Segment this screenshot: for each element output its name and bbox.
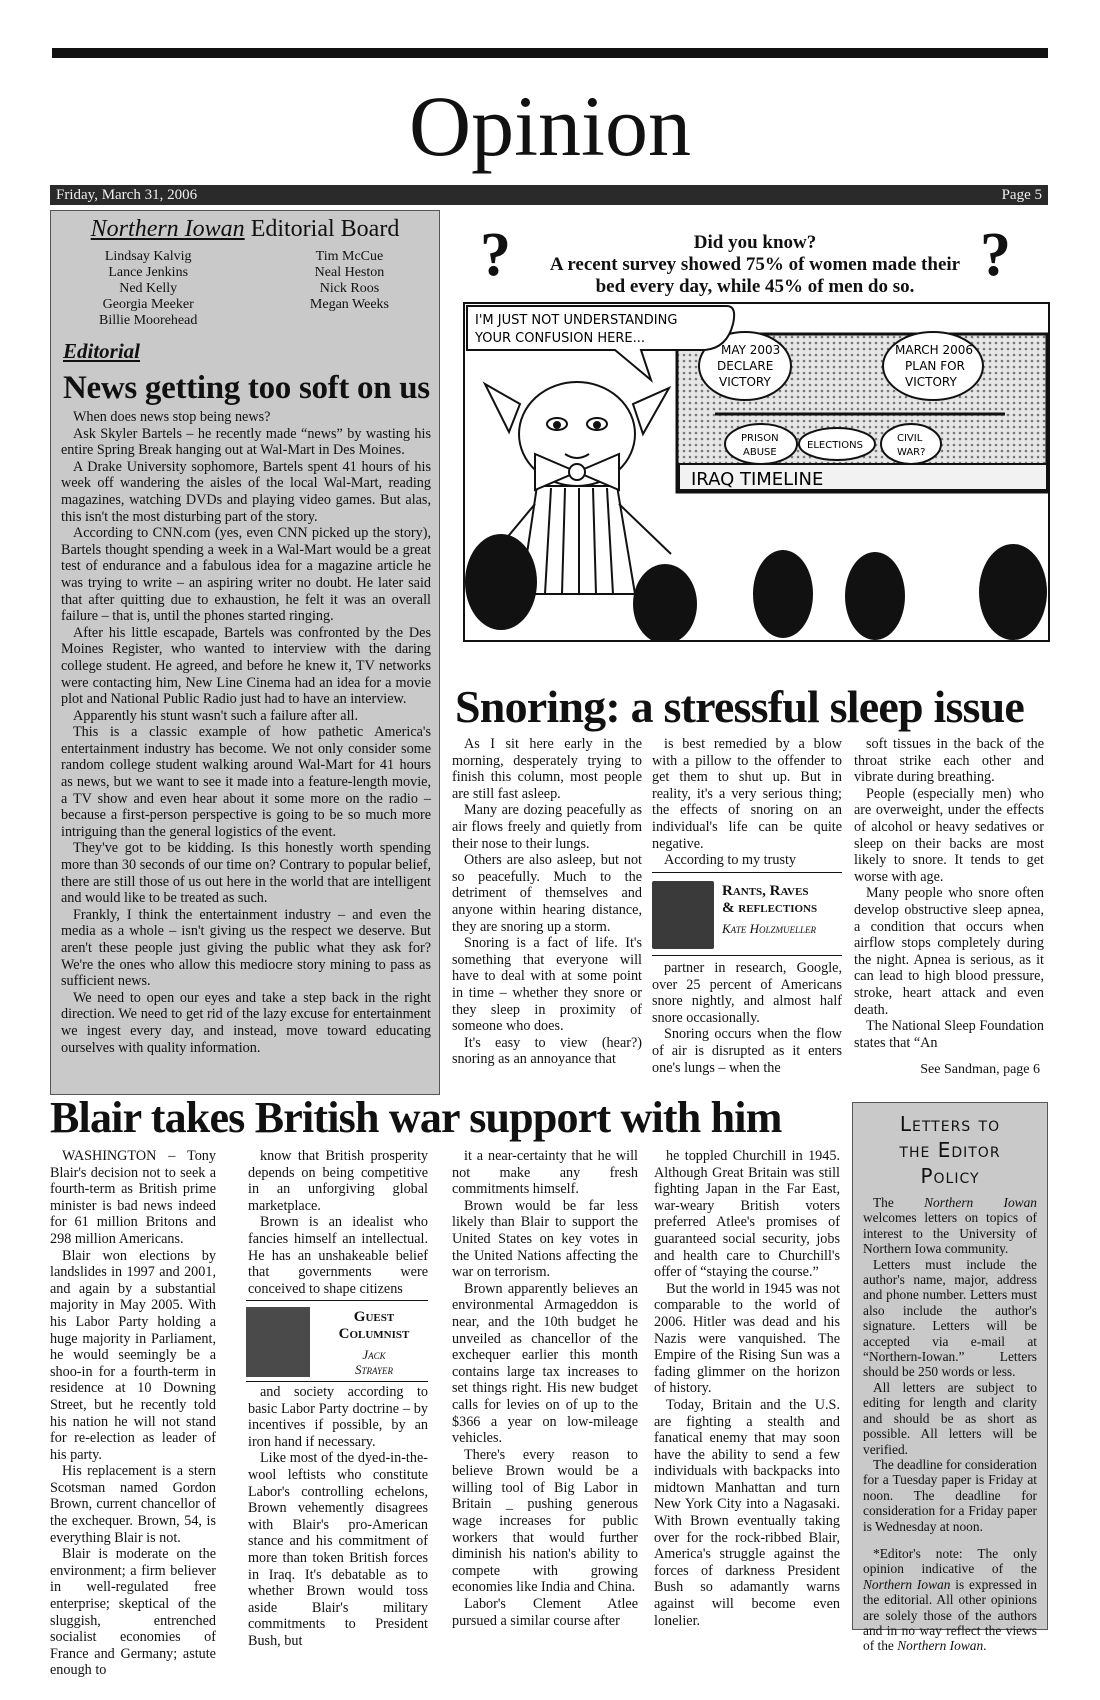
blair-paragraph: Brown would be far less likely than Blair to support the United States on key votes in the United Nations affecting the war on terrorism. — [452, 1197, 638, 1281]
blair-paragraph: Labor's Clement Atlee pursued a similar course after — [452, 1596, 638, 1629]
snoring-column-1 — [452, 736, 642, 1068]
blair-headline: Blair takes British war support with him — [50, 1093, 782, 1142]
blair-paragraph: Today, Britain and the U.S. are fighting a stealth and fanatical enemy that may soon have the ability to send a few individuals with backpacks into midtown Manhattan and turn New York City into a Nagasaki. With Brown eventually taking over for the rock-ribbed Blair, America's struggle against the forces of darkness President Bush so adamantly warns against will become even lonelier. — [654, 1396, 840, 1629]
snoring-paragraph: According to my trusty — [664, 852, 797, 869]
blair-paragraph: There's every reason to believe Brown would be a willing tool of Big Labor in Britain _ pushing generous wage increases for public workers that would further diminish his nation's ability to compete with growing economies like India and China. — [452, 1446, 638, 1596]
blair-column-1 — [50, 1148, 216, 1679]
guest-columnist-label — [320, 1309, 428, 1343]
editorial-board-box — [50, 210, 440, 1095]
blair-paragraph: know that British prosperity depends on being competitive in an unforgiving global marketplace. — [248, 1148, 428, 1214]
letters-p4: The deadline for consideration for a Tuesday paper is Friday at noon. The deadline for consideration for a Friday paper is Wednesday at noon. — [863, 1456, 1037, 1534]
letters-p1: The Northern Iowan welcomes letters on topics of interest to the University of Northern Iowa community. — [863, 1195, 1037, 1257]
editorial-headline: News getting too soft on us — [63, 370, 430, 406]
snoring-paragraph: The National Sleep Foundation states that “An — [854, 1018, 1044, 1051]
board-member-name: Nick Roos — [319, 281, 380, 296]
board-member-name: Megan Weeks — [309, 297, 389, 312]
snoring-paragraph: Snoring occurs when the flow of air is disrupted as it enters one's lungs – when the — [652, 1026, 842, 1076]
dateline-bar — [50, 185, 1048, 205]
snoring-paragraph: is best remedied by a blow with a pillow to the offender to get them to shut up. But in reality, it's a very serious thing; the effects of snoring on an individual's life can be quite negative. — [652, 736, 842, 852]
editorial-paragraph: A Drake University sophomore, Bartels spent 41 hours of his week off wandering the aisles of the local Wal-Mart, reading magazines, watching DVDs and playing video games. But alas, this isn't the most disturbing part of the story. — [61, 458, 431, 525]
did-you-know-box — [480, 218, 1060, 298]
blair-paragraph: Blair won elections by landslides in 1997 and 2001, and again by a substantial majority in May 2005. With his Labor Party holding a huge majority in Parliament, he would seemingly be a shoo-in for a fourth-term in residence at 10 Downing Street, but he recently told his nation he will not stand for re-election as leader of his party. — [50, 1247, 216, 1463]
board-member-name: Georgia Meeker — [102, 297, 194, 312]
guest-columnist-byline — [320, 1347, 428, 1377]
letters-policy-title — [853, 1111, 1047, 1189]
blair-column-2-bottom — [248, 1384, 428, 1650]
did-you-know-text — [536, 232, 974, 298]
board-title-text: IRAQ TIMELINE — [691, 469, 824, 490]
snoring-paragraph: It's easy to view (hear?) snoring as an annoyance that — [452, 1034, 642, 1068]
blair-paragraph: and society according to basic Labor Party doctrine – by incentives if possible, by an iron hand if necessary. — [248, 1384, 428, 1450]
did-you-know-heading: Did you know? — [693, 232, 817, 253]
bubble-civil-text-1: CIVIL — [897, 433, 923, 444]
board-member-name: Neal Heston — [314, 265, 385, 280]
guest-label-line-1: Guest — [353, 1309, 395, 1325]
bubble-civil-text-2: WAR? — [897, 447, 926, 458]
snoring-paragraph: Snoring is a fact of life. It's something that everyone will have to deal with at some point in time – whether they snore or they sleep in proximity of someone who does. — [452, 935, 642, 1035]
editorial-paragraph: Apparently his stunt wasn't such a failure after all. — [73, 707, 359, 724]
guest-columnist-box — [246, 1300, 428, 1382]
section-title: Opinion — [409, 78, 691, 174]
top-rule — [52, 48, 1048, 58]
snoring-paragraph: Many people who snore often develop obstructive sleep apnea, a condition that occurs when airflow stops completely during the night. Apnea is serious, as it can lead to high blood pressure, stroke, heart attack and even death. — [854, 885, 1044, 1018]
jump-line-sandman: See Sandman, page 6 — [920, 1062, 1040, 1077]
letters-p3: All letters are subject to editing for length and clarity and should be as short as possible. All letters will be verified. — [863, 1379, 1037, 1457]
editorial-board-names — [51, 243, 439, 329]
byline-first: Jack — [362, 1347, 386, 1362]
bubble-prison-abuse — [725, 424, 797, 464]
columnist-photo-holzmueller — [652, 881, 714, 949]
letters-title-3: Policy — [920, 1164, 980, 1188]
editorial-paragraph: When does news stop being news? — [73, 409, 271, 425]
board-member-name: Billie Moorehead — [99, 313, 198, 328]
bubble-right-text-1: MARCH 2006 — [895, 343, 974, 357]
guest-label-line-2: Columnist — [338, 1326, 410, 1342]
editors-note: *Editor's note: The only opinion indicative of the Northern Iowan is expressed in the editorial. All other opinions are solely those of the authors and in no way reflect the views of the Northern Iowan. — [863, 1545, 1037, 1654]
columnist-byline: Kate Holzmueller — [722, 921, 816, 936]
snoring-paragraph: soft tissues in the back of the throat strike each other and vibrate during breathing. — [854, 736, 1044, 786]
cartoon-drawing — [465, 304, 1048, 640]
blair-paragraph: But the world in 1945 was not comparable to the world of 2006. Hitler was dead and his Nazis were vanquished. The Empire of the Rising Sun was a fading glimmer on the horizon of history. — [654, 1280, 840, 1397]
snoring-column-2-bottom — [652, 960, 842, 1076]
bubble-civil-war — [881, 424, 941, 464]
snoring-paragraph: Others are also asleep, but not so peacefully. Much to the detriment of themselves and anyone within hearing distance, they are snoring up a storm. — [452, 852, 642, 935]
speech-text-1: I'M JUST NOT UNDERSTANDING — [475, 313, 678, 328]
did-you-know-fact: A recent survey showed 75% of women made their bed every day, while 45% of men do so. — [549, 254, 961, 297]
bubble-left-text-3: VICTORY — [719, 375, 771, 389]
blair-paragraph: Blair is moderate on the environment; a firm believer in well-regulated free enterprise; skeptical of the sluggish, entrenched socialist economies of France and Germany; astute enough to — [50, 1546, 216, 1679]
column-name-line-2: & reflections — [722, 900, 818, 916]
blair-column-3 — [452, 1148, 638, 1629]
bubble-left-text-2: DECLARE — [717, 359, 774, 373]
blair-paragraph: Like most of the dyed-in-the-wool leftists who constitute Labor's controlling echelons, Brown vehemently disagrees with Blair's pro-American stance and his commitment of more than token British forces in Iraq. It's debatable as to whether Brown would toss aside Blair's military commitments to President Bush, but — [248, 1450, 428, 1649]
question-mark-right: ? — [980, 221, 1011, 289]
column-name — [722, 883, 817, 917]
letters-policy-box — [852, 1102, 1048, 1654]
column-name-line-1: Rants, Raves — [722, 883, 809, 899]
rants-raves-columnist-box — [652, 872, 842, 956]
question-mark-left: ? — [480, 221, 511, 289]
bubble-right-text-3: VICTORY — [905, 375, 957, 389]
editorial-body — [61, 409, 431, 1056]
board-member-name: Tim McCue — [315, 249, 384, 264]
speech-text-2: YOUR CONFUSION HERE... — [475, 331, 645, 346]
editorial-paragraph: This is a classic example of how pathetic America's entertainment industry has become. We not only consider some random college student walking around Wal-Mart for 41 hours as news, but we want to see it made into a feature-length movie, a TV show and even hear about it some more on the radio – because a first-person perspective is going to be so much more intriguing than the general logistics of the event. — [61, 724, 431, 840]
snoring-paragraph: As I sit here early in the morning, desperately trying to finish this column, most people are still fast asleep. — [452, 736, 642, 802]
board-member-name: Ned Kelly — [119, 281, 178, 296]
bubble-elections-text: ELECTIONS — [807, 440, 863, 451]
editorial-paragraph: They've got to be kidding. Is this honestly worth spending more than 30 seconds of our time on? Contrary to popular belief, there are still those of us out here in the world that are intelligent and would like to be treated as such. — [61, 840, 431, 907]
blair-paragraph: WASHINGTON – Tony Blair's decision not to seek a fourth-term as British prime minister is bad news indeed for 61 million Britons and 298 million Americans. — [50, 1148, 216, 1247]
bubble-right-text-2: PLAN FOR — [905, 359, 965, 373]
snoring-paragraph: partner in research, Google, over 25 percent of Americans snore nightly, and almost half snore occasionally. — [652, 960, 842, 1026]
board-member-name: Lance Jenkins — [108, 265, 189, 280]
snoring-paragraph: People (especially men) who are overweight, under the effects of alcohol or heavy sedatives or sleep on their backs are most likely to snore. It tends to get worse with age. — [854, 785, 1044, 885]
letters-policy-body — [853, 1195, 1047, 1654]
snoring-paragraph: Many are dozing peacefully as air flows freely and quietly from their nose to their lungs. — [452, 802, 642, 852]
blair-paragraph: His replacement is a stern Scotsman named Gordon Brown, current chancellor of the exchequer. Brown, 54, is everything Blair is not. — [50, 1463, 216, 1546]
byline-last: Strayer — [354, 1362, 393, 1377]
editorial-paragraph: After his little escapade, Bartels was confronted by the Des Moines Register, who wanted to interview with the daring college student. He agreed, and before he knew it, TV networks were contacting him, New Line Cinema had an idea for a movie plot and National Public Radio just had to have an interview. — [61, 624, 431, 708]
board-names-left — [99, 249, 197, 329]
editorial-board-title: Northern Iowan Editorial Board — [90, 216, 400, 242]
bubble-prison-text-2: ABUSE — [743, 447, 777, 458]
snoring-column-2-top — [652, 736, 842, 869]
blair-paragraph: Brown apparently believes an environmental Armageddon is near, and the 10th budget he unveiled as chancellor of the exchequer earlier this month contains large tax increases to set things right. His new budget calls for levies on of up to the $366 a year on low-mileage vehicles. — [452, 1280, 638, 1447]
blair-column-4 — [654, 1148, 840, 1629]
columnist-photo-strayer — [246, 1307, 310, 1377]
letters-title-1: Letters to — [899, 1112, 1001, 1136]
editorial-paragraph: Ask Skyler Bartels – he recently made “news” by wasting his entire Spring Break hanging out at Wal-Mart in Des Moines. — [61, 425, 431, 459]
snoring-column-3 — [854, 736, 1044, 1051]
editorial-label: Editorial — [63, 339, 141, 363]
blair-paragraph: it a near-certainty that he will not make any fresh commitments himself. — [452, 1148, 638, 1198]
blair-column-2-top — [248, 1148, 428, 1297]
blair-paragraph: Brown is an idealist who fancies himself an intellectual. He has an unshakeable belief that governments were conceived to shape citizens — [248, 1214, 428, 1297]
issue-date: Friday, March 31, 2006 — [56, 187, 198, 203]
board-member-name: Lindsay Kalvig — [104, 249, 192, 264]
editorial-paragraph: According to CNN.com (yes, even CNN picked up the story), Bartels thought spending a week in a Wal-Mart would be a great test of endurance and a fabulous idea for a magazine article he was trying to write – an aspiring writer no doubt. He later said that after quitting due to exhaustion, he felt it was an overall failure – that is, until the phones started ringing. — [61, 525, 431, 625]
board-names-right — [310, 249, 389, 329]
bubble-left-text-1: MAY 2003 — [721, 343, 781, 357]
letters-title-2: the Editor — [899, 1138, 1001, 1162]
blair-paragraph: he toppled Churchill in 1945. Although Great Britain was still fighting Japan in the Far East, war-weary British voters preferred Atlee's promises of guaranteed social security, jobs and health care to Churchill's offer of “staying the course.” — [654, 1148, 840, 1281]
letters-p2: Letters must include the author's name, major, address and phone number. Letters must also include the author's signature. Letters will be accepted via e-mail at “Northern-Iowan.” Letters should be 250 words or less. — [863, 1256, 1037, 1380]
bubble-prison-text-1: PRISON — [741, 433, 779, 444]
editorial-paragraph: Frankly, I think the entertainment industry – and even the media as a whole – isn't giving us the respect we deserve. But aren't these people just giving the public what they ask for? We're the ones who allow this mediocre story mining to pass as sufficient news. — [61, 906, 431, 990]
page-number: Page 5 — [1001, 187, 1042, 203]
snoring-headline: Snoring: a stressful sleep issue — [455, 681, 1025, 732]
editorial-paragraph: We need to open our eyes and take a step back in the right direction. We need to get rid of the lazy excuse for entertainment we ingest every day, and instead, move toward educating ourselves with quality information. — [61, 989, 431, 1056]
editorial-cartoon — [463, 302, 1050, 642]
